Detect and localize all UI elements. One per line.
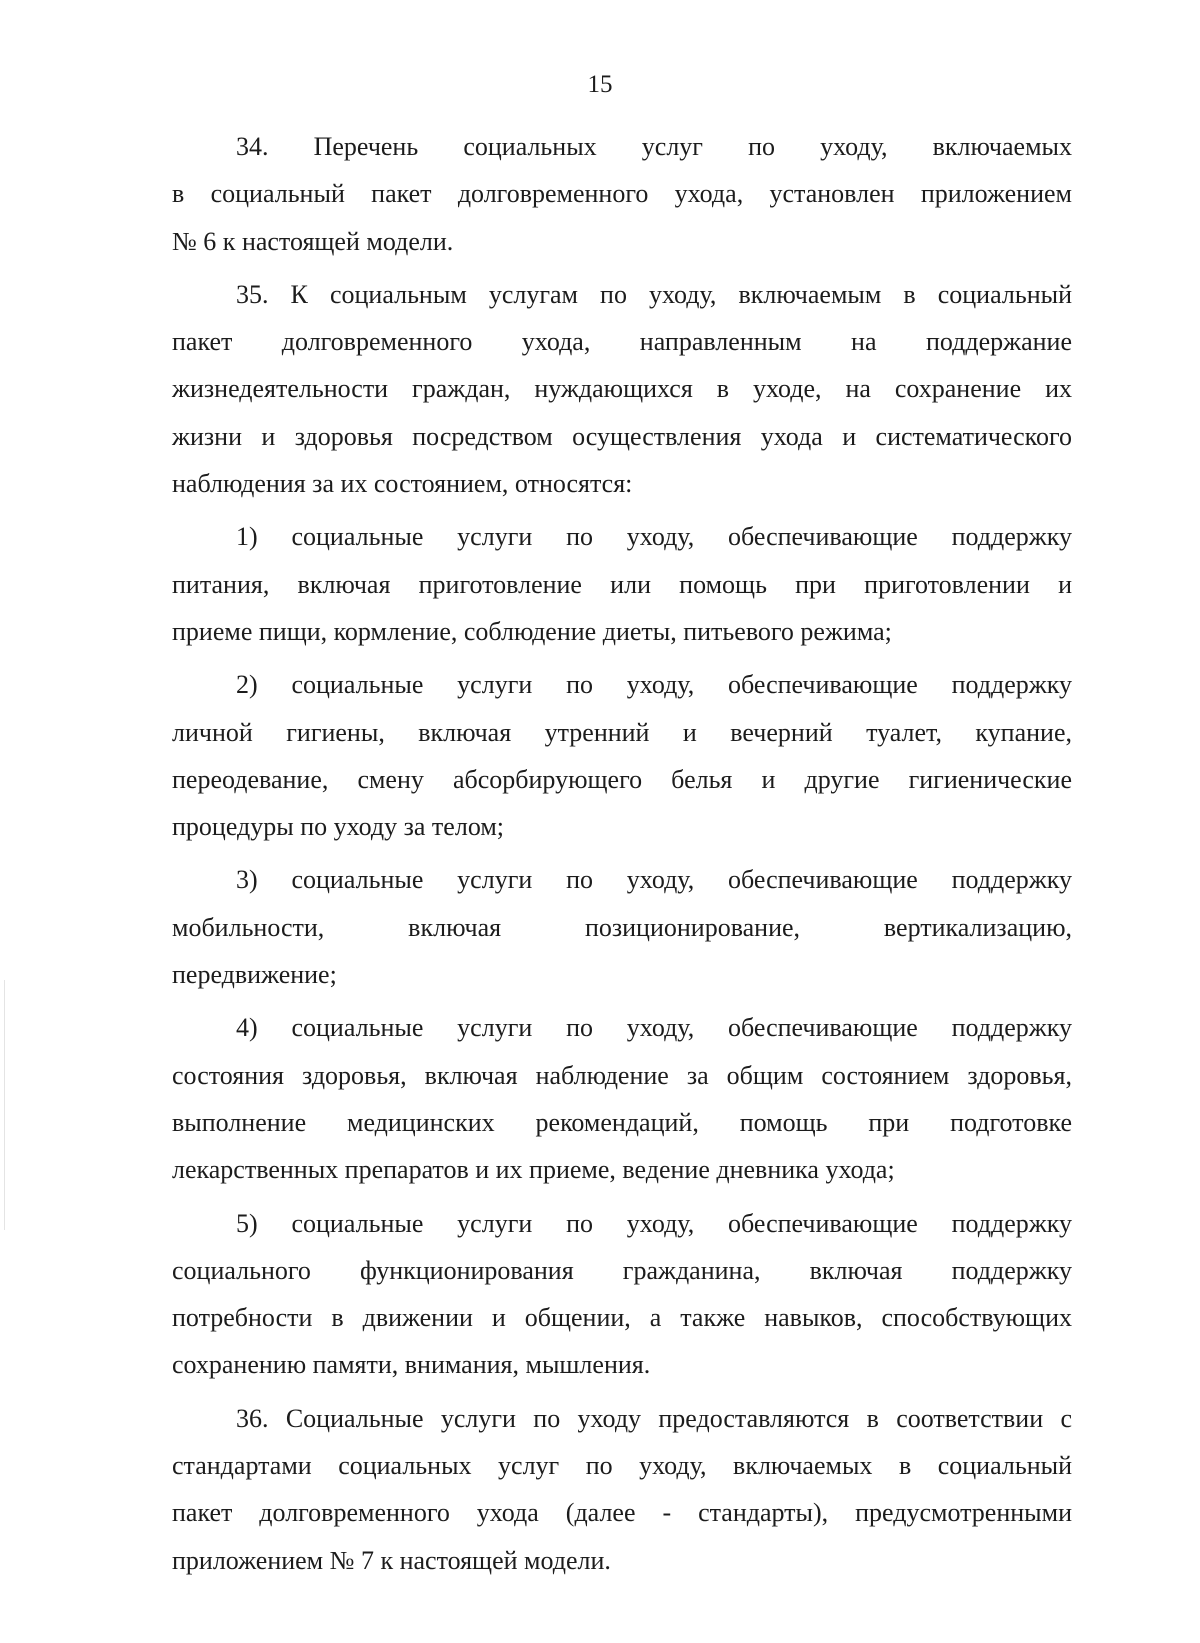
document-body	[172, 123, 1072, 1590]
text-line: социального функционирования гражданина, включая поддержку	[172, 1255, 1072, 1285]
text-line: жизнедеятельности граждан, нуждающихся в уходе, на сохранение их	[172, 374, 1072, 404]
text-line: пакет долговременного ухода (далее - стандарты), предусмотренными	[172, 1498, 1072, 1528]
text-line: сохранению памяти, внимания, мышления.	[172, 1350, 651, 1380]
list-item-2	[172, 661, 1072, 850]
text-line: личной гигиены, включая утренний и вечерний туалет, купание,	[172, 717, 1072, 747]
text-line: стандартами социальных услуг по уходу, включаемых в социальный	[172, 1451, 1072, 1481]
text-line: состояния здоровья, включая наблюдение за общим состоянием здоровья,	[172, 1060, 1072, 1090]
text-line: № 6 к настоящей модели.	[172, 226, 454, 256]
list-item-1	[172, 513, 1072, 655]
paragraph-34	[172, 123, 1072, 265]
list-item-3	[172, 856, 1072, 998]
scan-edge-mark	[4, 980, 5, 1230]
text-line: в социальный пакет долговременного ухода, установлен приложением	[172, 179, 1072, 209]
text-line: выполнение медицинских рекомендаций, помощь при подготовке	[172, 1107, 1072, 1137]
text-line: лекарственных препаратов и их приеме, ведение дневника ухода;	[172, 1155, 895, 1185]
text-line: приложением № 7 к настоящей модели.	[172, 1545, 611, 1575]
text-line: 36. Социальные услуги по уходу предоставляются в соответствии с	[236, 1403, 1072, 1433]
text-line: 5) социальные услуги по уходу, обеспечивающие поддержку	[236, 1208, 1072, 1238]
list-item-5	[172, 1200, 1072, 1389]
text-line: приеме пищи, кормление, соблюдение диеты, питьевого режима;	[172, 616, 892, 646]
paragraph-35	[172, 271, 1072, 507]
text-line: 34. Перечень социальных услуг по уходу, включаемых	[236, 132, 1072, 161]
text-line: пакет долговременного ухода, направленным на поддержание	[172, 327, 1072, 357]
text-line: 4) социальные услуги по уходу, обеспечивающие поддержку	[236, 1013, 1072, 1043]
page-number: 15	[587, 71, 613, 98]
text-line: питания, включая приготовление или помощь при приготовлении и	[172, 569, 1072, 599]
paragraph-36	[172, 1395, 1072, 1584]
text-line: наблюдения за их состоянием, относятся:	[172, 469, 633, 499]
text-line: 3) социальные услуги по уходу, обеспечивающие поддержку	[236, 865, 1072, 895]
list-item-4	[172, 1004, 1072, 1193]
text-line: процедуры по уходу за телом;	[172, 812, 504, 842]
text-line: передвижение;	[172, 960, 337, 990]
text-line: 2) социальные услуги по уходу, обеспечивающие поддержку	[236, 670, 1072, 700]
text-line: потребности в движении и общении, а также навыков, способствующих	[172, 1303, 1072, 1333]
text-line: переодевание, смену абсорбирующего белья и другие гигиенические	[172, 764, 1072, 794]
text-line: 1) социальные услуги по уходу, обеспечивающие поддержку	[236, 522, 1072, 552]
text-line: мобильности, включая позиционирование, вертикализацию,	[172, 912, 1072, 942]
text-line: 35. К социальным услугам по уходу, включаемым в социальный	[236, 279, 1072, 309]
text-line: жизни и здоровья посредством осуществления ухода и систематического	[172, 421, 1072, 451]
